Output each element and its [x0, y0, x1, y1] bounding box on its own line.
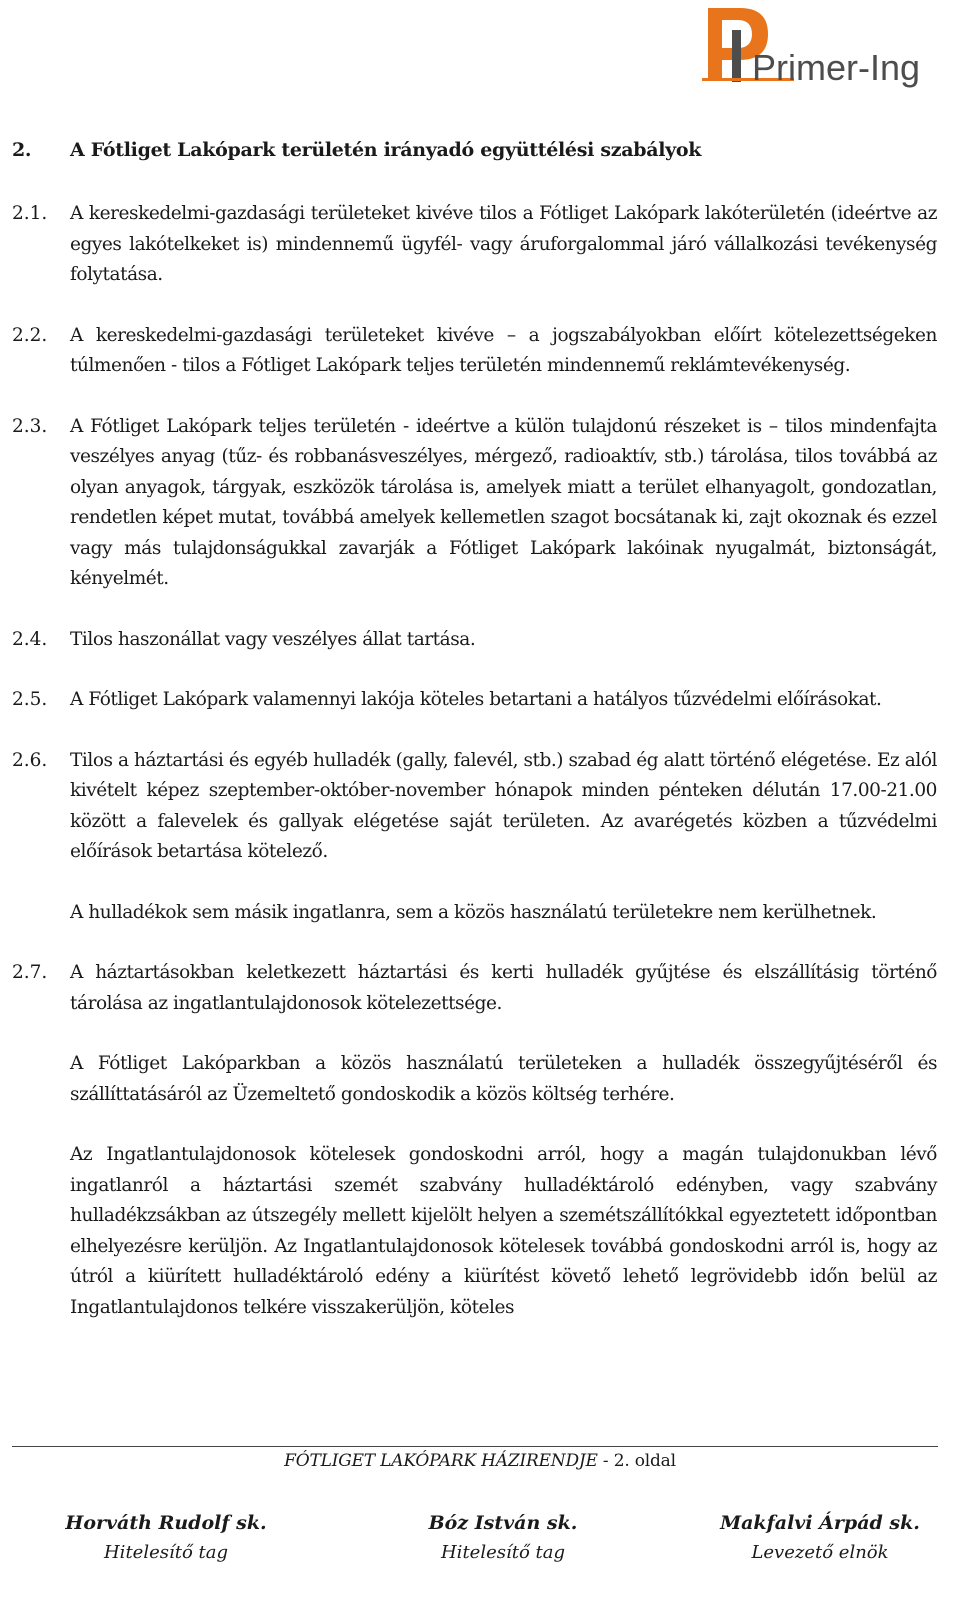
signatory-name: Bóz István sk. — [428, 1512, 578, 1534]
footer-title — [0, 1451, 960, 1471]
rule-paragraph: A Fótliget Lakópark valamennyi lakója köteles betartani a hatályos tűzvédelmi előírásokat. — [70, 689, 882, 710]
signatory-name: Horváth Rudolf sk. — [65, 1512, 267, 1534]
signatory-role: Levezető elnök — [751, 1542, 889, 1563]
rule-paragraph: A Fótliget Lakópark teljes területén - ideértve a külön tulajdonú részeket is – tilos mindenfajta veszélyes anyag (tűz- és robbanásveszélyes, mérgező, radioaktív, stb.) tárolása, tilos továbbá az olyan anyagok, tárgyak, eszközök tárolása is, amelyek miatt a terület elhanyagolt, gondozatlan, rendetlen képet mutat, továbbá amelyek kellemetlen szagot bocsátanak ki, zajt okoznak és ezzel vagy más tulajdonságukkal zavarják a Fótliget Lakópark lakóinak nyugalmát, biztonságát, kényelmét. — [70, 415, 937, 589]
logo-text: Primer-Ing — [752, 47, 921, 88]
rule-paragraph: Az Ingatlantulajdonosok kötelesek gondoskodni arról, hogy a magán tulajdonukban lévő ingatlanról a háztartási szemét szabvány hulladéktároló edényben, vagy szabvány hulladékzsákban az útszegély mellett kijelölt helyen a szemétszállítókkal egyeztetett időpontban elhelyezésre kerüljön. Az Ingatlantulajdonosok kötelesek továbbá gondoskodni arról is, hogy az útról a kiürített hulladéktároló edény a kiürítést követő lehető legrövidebb időn belül az Ingatlantulajdonos telkére visszakerüljön, köteles — [70, 1144, 937, 1318]
signatory-role: Hitelesítő tag — [440, 1542, 566, 1563]
signature-block — [396, 1508, 610, 1568]
rule-item — [12, 746, 937, 929]
signature-block — [700, 1508, 940, 1568]
signatory-name: Makfalvi Árpád sk. — [720, 1512, 920, 1534]
logo-p-stem — [708, 8, 722, 78]
section-heading — [12, 139, 701, 161]
rule-number: 2.7. — [12, 962, 48, 983]
rule-paragraph: A hulladékok sem másik ingatlanra, sem a közös használatú területekre nem kerülhetnek. — [70, 901, 877, 923]
rule-number: 2.1. — [12, 203, 48, 224]
rule-number: 2.3. — [12, 415, 48, 437]
rules-list — [12, 199, 937, 1353]
logo-p-inner-stem — [732, 30, 741, 82]
rule-paragraph: A háztartásokban keletkezett háztartási és kerti hulladék gyűjtése és elszállításig történő tárolása az ingatlantulajdonosok kötelezettsége. — [70, 962, 937, 1014]
rule-item — [12, 199, 937, 291]
signature-block — [50, 1508, 282, 1568]
rule-item — [12, 958, 937, 1323]
rule-item — [12, 625, 937, 656]
rule-number: 2.4. — [12, 628, 48, 650]
primer-ing-logo — [702, 4, 938, 96]
rule-item — [12, 412, 937, 595]
rule-number: 2.2. — [12, 324, 48, 346]
rule-paragraph: A Fótliget Lakóparkban a közös használatú területeken a hulladék összegyűjtéséről és szállíttatásáról az Üzemeltető gondoskodik a közös költség terhére. — [70, 1053, 937, 1105]
rule-item — [12, 321, 937, 382]
footer-divider — [12, 1446, 938, 1447]
footer-document-name: FÓTLIGET LAKÓPARK HÁZIRENDJE - — [284, 1451, 609, 1471]
rule-paragraph: A kereskedelmi-gazdasági területeket kivéve – a jogszabályokban előírt kötelezettségeken túlmenően - tilos a Fótliget Lakópark teljes területén mindennemű reklámtevékenység. — [70, 324, 937, 376]
rule-paragraph: Tilos a háztartási és egyéb hulladék (gally, falevél, stb.) szabad ég alatt történő elégetése. Ez alól kivételt képez szeptember-október-november hónapok minden pénteken délután 17.00-21.00 között a falevelek és gallyak elégetése saját területen. Az avarégetés közben a tűzvédelmi előírások betartása kötelező. — [70, 749, 937, 862]
signatory-role: Hitelesítő tag — [103, 1542, 229, 1563]
footer-page-number: 2. oldal — [613, 1451, 676, 1471]
section-number: 2. — [12, 139, 32, 161]
rule-number: 2.6. — [12, 749, 48, 771]
rule-item — [12, 685, 937, 716]
rule-paragraph: A kereskedelmi-gazdasági területeket kivéve tilos a Fótliget Lakópark lakóterületén (ideértve az egyes lakótelkeket is) mindennemű ügyfél- vagy áruforgalommal járó vállalkozási tevékenység folytatása. — [70, 203, 937, 285]
section-title: A Fótliget Lakópark területén irányadó együttélési szabályok — [70, 139, 702, 161]
rule-number: 2.5. — [12, 689, 48, 710]
rule-paragraph: Tilos haszonállat vagy veszélyes állat tartása. — [70, 628, 476, 650]
